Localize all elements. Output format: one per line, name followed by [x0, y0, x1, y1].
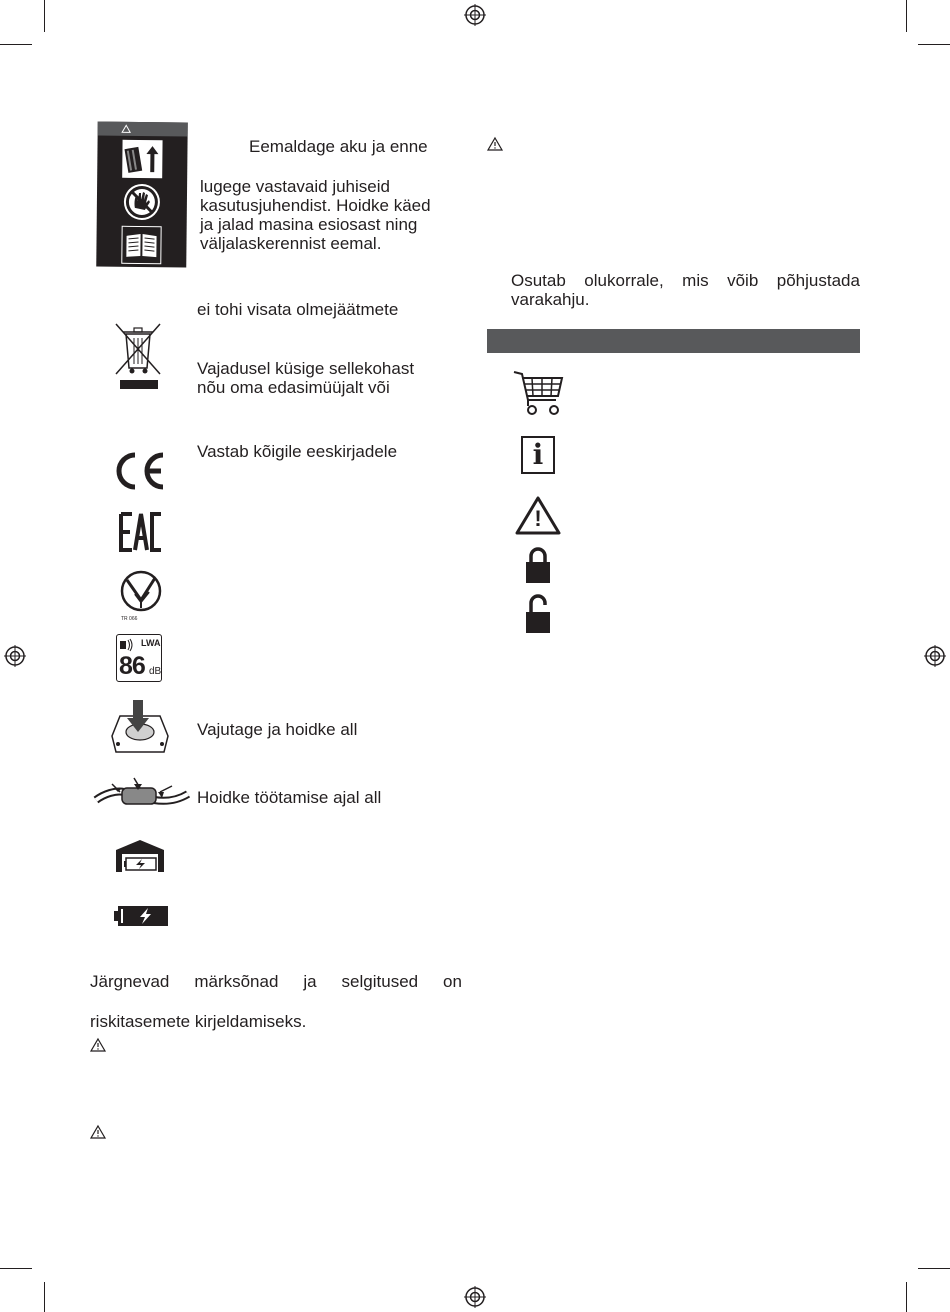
hold-operate-text: Hoidke töötamise ajal all: [197, 788, 382, 807]
ce-text: Vastab kõigile eeskirjadele: [197, 442, 398, 461]
warning-mark: !: [534, 506, 542, 531]
safety-label: [96, 122, 188, 268]
registration-mark-icon: [924, 645, 946, 667]
warning-triangle-icon: [90, 1125, 106, 1139]
signal-words-line1: [90, 972, 462, 991]
registration-mark-icon: [464, 1286, 486, 1308]
safety-text-line4: ja jalad masina esiosast ning: [200, 215, 418, 234]
notice-word: Osutab: [511, 271, 566, 290]
ce-mark-icon: [111, 450, 171, 492]
indoor-charging-icon: [114, 838, 166, 874]
safety-text-line5: väljalaskerennist eemal.: [200, 234, 382, 253]
weee-text-line3: nõu oma edasimüüjalt või: [197, 378, 390, 397]
signal-word: on: [443, 972, 462, 991]
notice-line1: [511, 271, 860, 290]
safety-label-header: [98, 122, 188, 137]
crossed-bin-icon: [112, 322, 164, 392]
handle-bar-icon: [94, 770, 190, 816]
registration-mark-icon: [464, 4, 486, 26]
registration-mark-icon: [4, 645, 26, 667]
notice-word: võib: [727, 271, 759, 290]
notice-word: mis: [682, 271, 709, 290]
notice-line2: varakahju.: [511, 290, 590, 309]
noise-value: 86: [119, 652, 145, 680]
safety-text-line3: kasutusjuhendist. Hoidke käed: [200, 196, 431, 215]
noise-unit: dB: [149, 666, 162, 677]
press-hold-text: Vajutage ja hoidke all: [197, 720, 358, 739]
info-icon: [521, 436, 555, 474]
push-button-icon: [106, 700, 172, 756]
safety-text-line1: Eemaldage aku ja enne: [249, 137, 428, 156]
info-letter: i: [532, 438, 544, 471]
battery-removal-icon: [122, 140, 162, 178]
lock-open-icon: [525, 594, 551, 634]
safety-text-line2: lugege vastavaid juhiseid: [200, 177, 390, 196]
no-hands-icon: [122, 182, 162, 222]
shopping-cart-icon: [512, 370, 564, 418]
warning-triangle-icon: [487, 137, 503, 151]
sound-power-label: [116, 634, 162, 682]
signal-word: Järgnevad: [90, 972, 170, 991]
manual-book-icon: [121, 226, 161, 264]
signal-word: ja: [303, 972, 317, 991]
section-bar: [487, 329, 860, 353]
sound-power-icon: [119, 638, 135, 652]
warning-triangle-icon: [122, 125, 131, 133]
eac-mark-icon: [119, 512, 163, 552]
lock-closed-icon: [525, 546, 551, 584]
notice-word: põhjustada: [776, 271, 860, 290]
battery-charge-icon: [114, 904, 168, 928]
signal-word: märksõnad: [194, 972, 279, 991]
weee-text-line2: Vajadusel küsige sellekohast: [197, 359, 415, 378]
signal-words-line2: riskitasemete kirjeldamiseks.: [90, 1012, 307, 1031]
signal-word: selgitused: [341, 972, 419, 991]
warning-triangle-icon: [90, 1038, 106, 1052]
notice-word: olukorrale,: [584, 271, 664, 290]
weee-text-line1: ei tohi visata olmejäätmete: [197, 300, 399, 319]
ukr-mark-caption: TR 066: [121, 616, 138, 622]
ukr-conformity-icon: [119, 570, 163, 622]
lwa-label: LWA: [141, 638, 161, 648]
